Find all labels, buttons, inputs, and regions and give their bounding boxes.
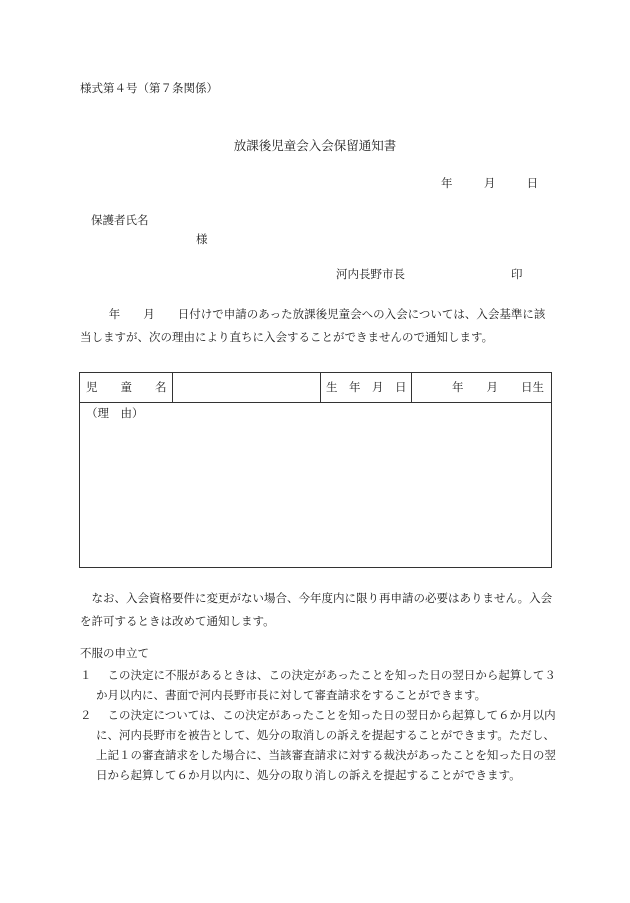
item-text: この決定については、この決定があったことを知った日の翌日から起算して６か月以内に、河内長野市を被告として、処分の取消しの訴えを提起することができます。ただし、上記１の審査請求をした場合に、当該審査請求に対する裁決があったことを知った日の翌日から起算して６か月以内に、処分の取り消しの訴えを提起することができます。 bbox=[96, 708, 556, 782]
seal-mark: 印 bbox=[511, 267, 523, 281]
issuer-name: 河内長野市長 bbox=[336, 267, 405, 281]
list-item bbox=[80, 665, 560, 705]
child-info-table bbox=[79, 372, 552, 568]
form-number: 様式第４号（第７条関係） bbox=[80, 81, 218, 95]
honorific: 様 bbox=[196, 232, 208, 246]
date-year: 年 bbox=[441, 176, 453, 190]
objection-list bbox=[80, 665, 560, 785]
list-item bbox=[80, 705, 560, 785]
date-day: 日 bbox=[526, 176, 539, 190]
dob-value: 年 月 日生 bbox=[452, 380, 544, 394]
item-number: ２ bbox=[80, 708, 92, 722]
document-title: 放課後児童会入会保留通知書 bbox=[233, 138, 397, 153]
dob-label: 生 年 月 日 bbox=[321, 373, 412, 402]
item-number: １ bbox=[80, 668, 92, 682]
child-name-label: 児 童 名 bbox=[80, 373, 173, 402]
child-name-cell bbox=[173, 373, 321, 402]
notice-paragraph: 年 月 日付けで申請のあった放課後児童会への入会については、入会基準に該当しますが、次の理由により直ちに入会することができませんので通知します。 bbox=[80, 307, 546, 344]
issue-date bbox=[441, 175, 538, 191]
table-row bbox=[80, 373, 551, 403]
reason-label: （理 由） bbox=[86, 406, 144, 420]
note-paragraph: なお、入会資格要件に変更がない場合、今年度内に限り再申請の必要はありません。入会を許可するときは改めて通知します。 bbox=[80, 591, 553, 628]
item-text: この決定に不服があるときは、この決定があったことを知った日の翌日から起算して３か月以内に、書面で河内長野市長に対して審査請求をすることができます。 bbox=[96, 668, 556, 702]
guardian-name-label: 保護者氏名 bbox=[91, 213, 149, 227]
date-month: 月 bbox=[483, 176, 496, 190]
objection-title: 不服の申立て bbox=[80, 646, 149, 660]
